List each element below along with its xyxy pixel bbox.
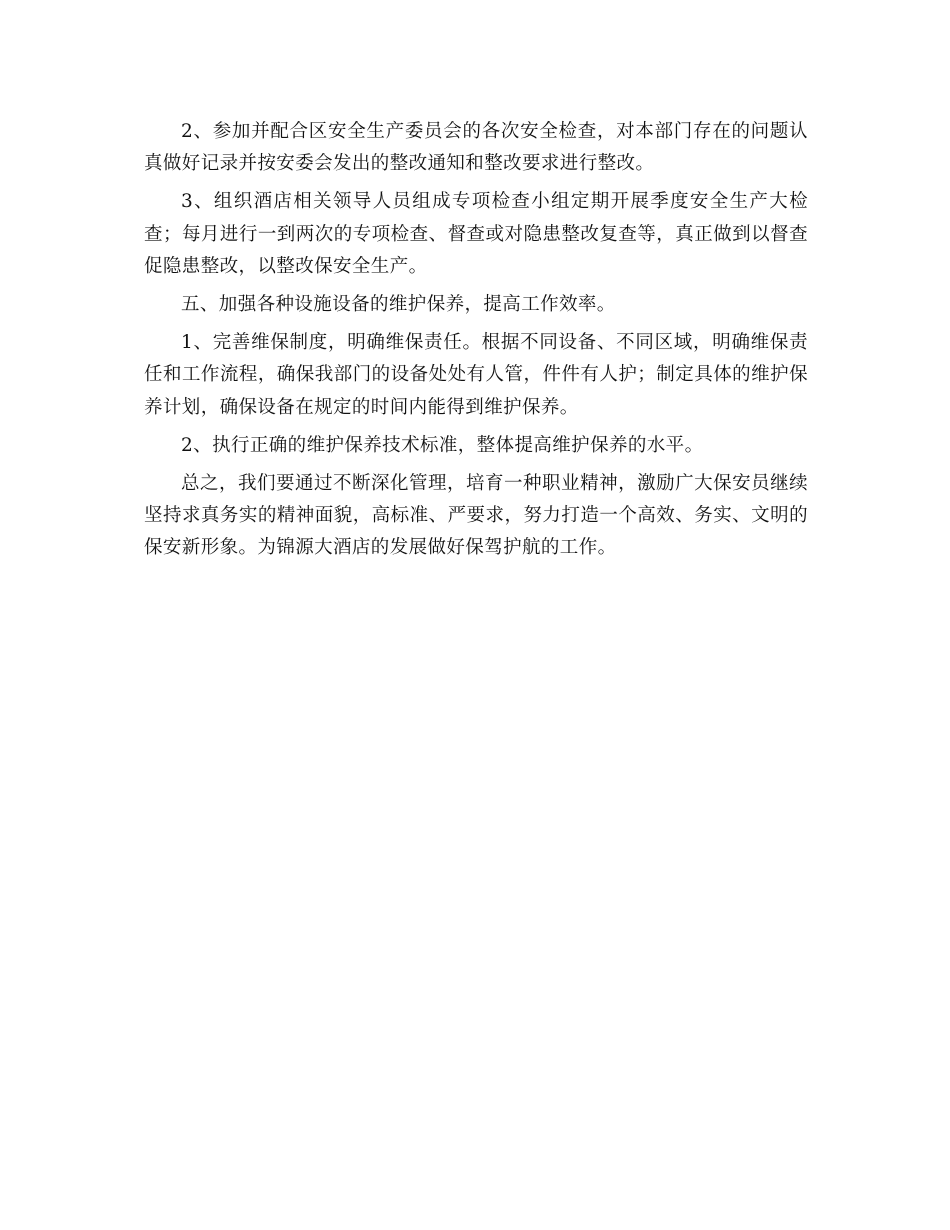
section-heading-five: 五、加强各种设施设备的维护保养，提高工作效率。: [181, 294, 616, 316]
paragraph-item-2-maintenance-standard: 2、执行正确的维护保养技术标准，整体提高维护保养的水平。: [181, 434, 704, 456]
paragraph-conclusion: 总之，我们要通过不断深化管理，培育一种职业精神，激励广大保安员继续坚持求真务实的精神面貌，高标准、严要求，努力打造一个高效、务实、文明的保安新形象。为锦源大酒店的发展做好保驾护航的工作。: [144, 473, 808, 559]
document-body: [144, 116, 808, 571]
paragraph-item-2-inspection: 2、参加并配合区安全生产委员会的各次安全检查，对本部门存在的问题认真做好记录并按安委会发出的整改通知和整改要求进行整改。: [144, 121, 808, 175]
paragraph-item-3-special-inspection: 3、组织酒店相关领导人员组成专项检查小组定期开展季度安全生产大检查；每月进行一到两次的专项检查、督查或对隐患整改复查等，真正做到以督查促隐患整改，以整改保安全生产。: [144, 191, 808, 277]
paragraph-item-1-maintenance-system: 1、完善维保制度，明确维保责任。根据不同设备、不同区域，明确维保责任和工作流程，确保我部门的设备处处有人管，件件有人护；制定具体的维护保养计划，确保设备在规定的时间内能得到维护保养。: [144, 332, 808, 418]
